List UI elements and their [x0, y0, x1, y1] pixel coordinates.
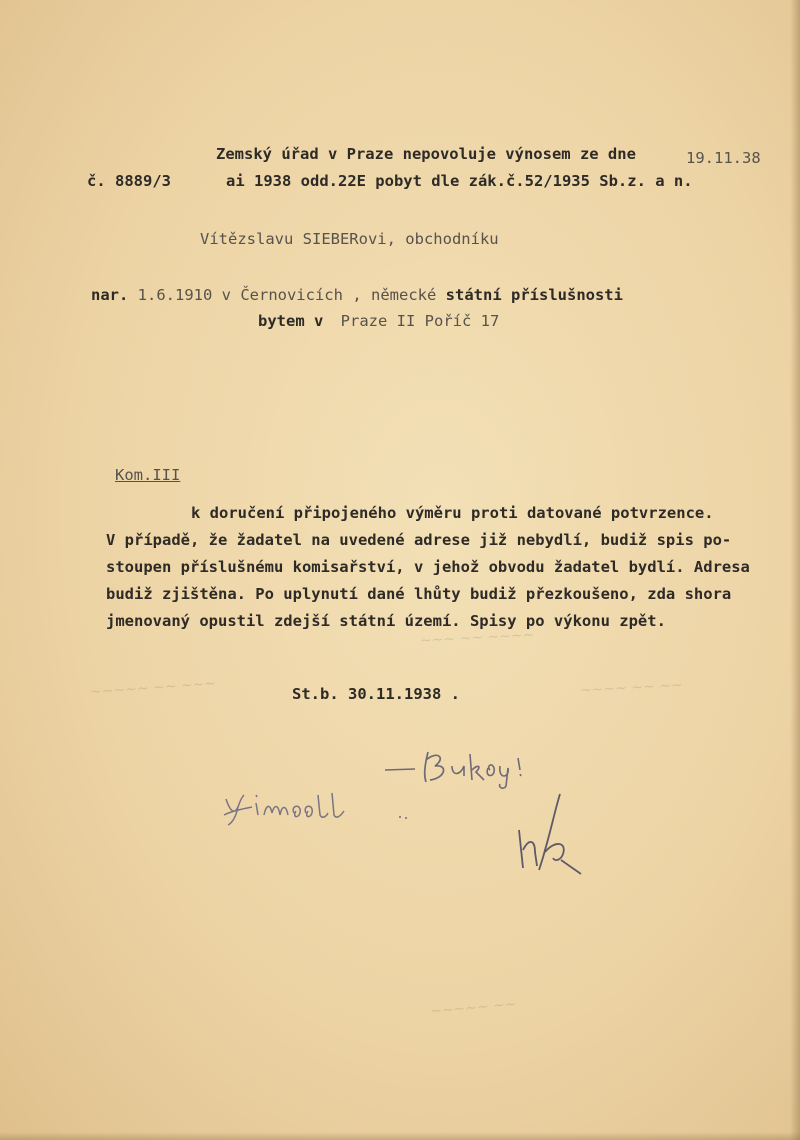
file-number: [87, 171, 171, 191]
stray-ink-mark: [396, 812, 416, 822]
nationality-prefix: , německé: [352, 286, 437, 304]
nationality-suffix: státní příslušnosti: [445, 286, 623, 304]
body-line: budiž zjištěna. Po uplynutí dané lhůty budiž přezkoušeno, zda shora: [106, 585, 732, 603]
birth-prefix: nar.: [91, 286, 129, 304]
paper-bottom-shadow: [0, 1132, 800, 1140]
subject-name: Vítězslavu SIEBERovi, obchodníku: [200, 230, 499, 248]
addressee-label: Kom.III: [115, 466, 181, 484]
body-line: jmenovaný opustil zdejší státní území. Spisy po výkonu zpět.: [106, 612, 666, 630]
initials-mark: [505, 790, 595, 875]
birth-line: [91, 285, 623, 305]
residence-place: Praze II Poříč 17: [340, 312, 500, 330]
body-line: V případě, že žadatel na uvedené adrese již nebydlí, budiž spis po-: [106, 531, 732, 549]
residence-prefix: bytem v: [258, 312, 324, 330]
body-line: k doručení připojeného výměru proti datované potvrzence.: [191, 504, 714, 522]
body-text: [106, 500, 796, 635]
bleed-through-mark: ~~~~~ ~~ ~~~: [89, 675, 217, 701]
body-line: stoupen příslušnému komisařství, v jehož obvodu žadatel bydlí. Adresa: [106, 558, 750, 576]
signature-bukovsky: [380, 740, 540, 790]
residence-line: [258, 311, 499, 331]
file-number-text: č. 8889/3: [87, 172, 171, 190]
bleed-through-mark: ~~~~~ ~~: [429, 996, 518, 1020]
bleed-through-mark: ~~~~ ~~ ~~: [579, 677, 684, 699]
decree-line-2: ai 1938 odd.22E pobyt dle zák.č.52/1935 Sb.z. a n.: [226, 172, 693, 190]
birth-details: 1.6.1910 v Černovicích: [137, 286, 343, 304]
signature-vypravna: [222, 785, 362, 830]
place-date: St.b. 30.11.1938 .: [292, 685, 460, 703]
decree-date: 19.11.38: [686, 149, 761, 167]
bleed-through-mark: ~~~ ~~ ~~~~: [419, 627, 535, 649]
decree-line-1: Zemský úřad v Praze nepovoluje výnosem ze dne: [216, 145, 636, 163]
